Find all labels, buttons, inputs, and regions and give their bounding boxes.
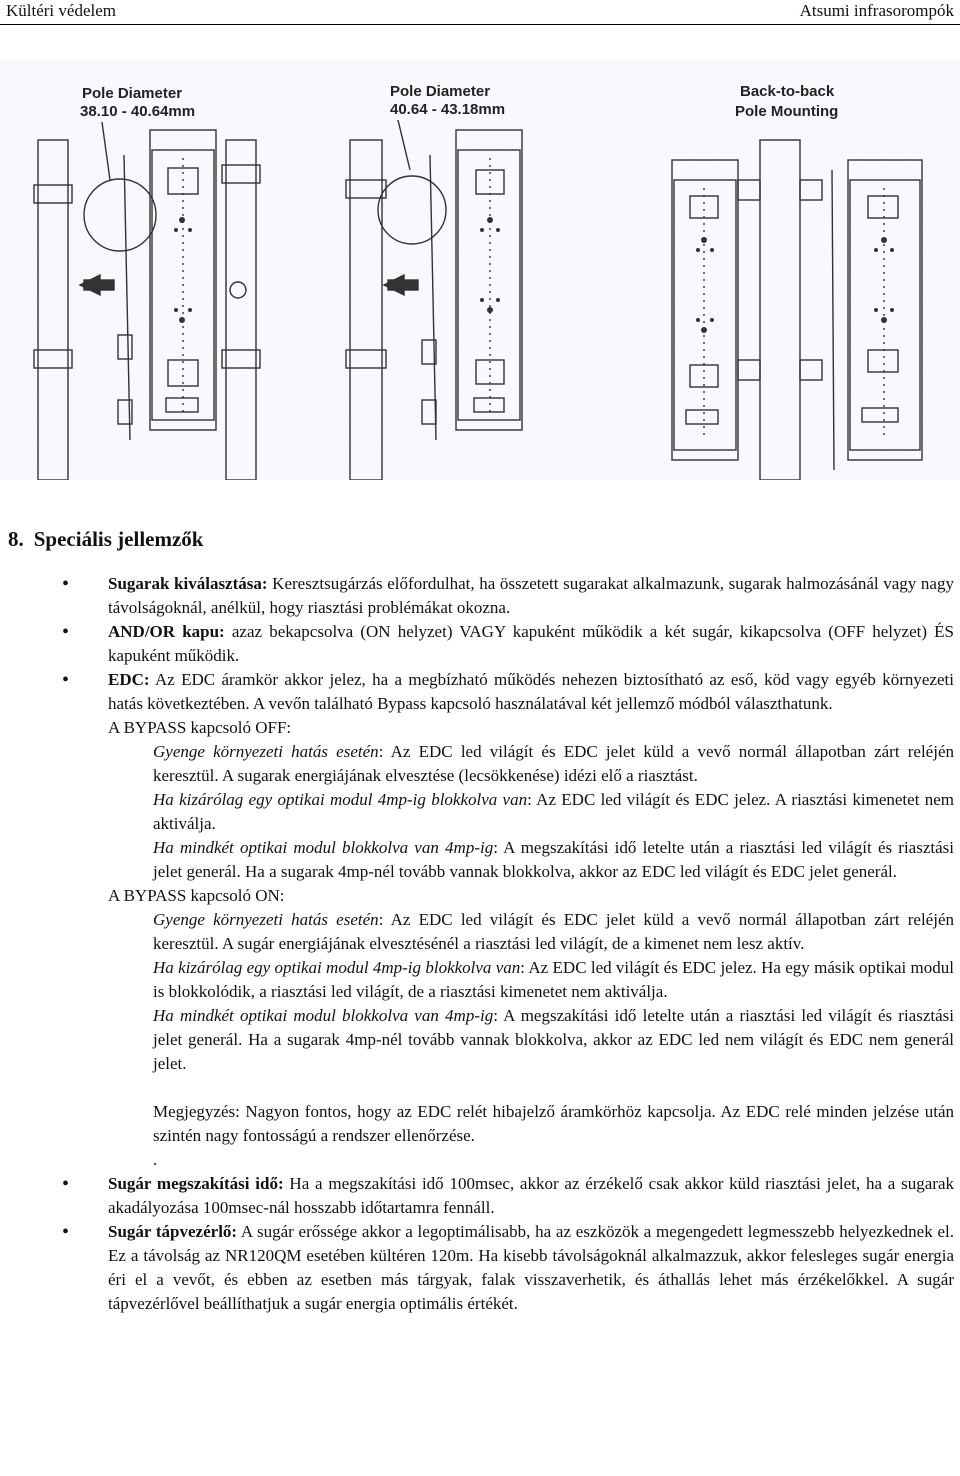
pole-mounting-figure: [0, 60, 960, 480]
on-weak-env-label: Gyenge környezeti hatás esetén: [153, 910, 379, 929]
off-weak-env: [0, 740, 960, 788]
bypass-on-heading: A BYPASS kapcsoló ON:: [108, 886, 285, 905]
text-tapvezerlo: A sugár erőssége akkor a legoptimálisabb, ha az eszközök a megengedett legmesszebb helyezkednek el. Ez a távolság az NR120QM esetében kültéren 120m. Ha kisebb távolságoknál alkalmazzuk, akkor felesleges sugár energia éri el a vevőt, és ebben az esetben más tárgyak, falak visszaverhetik, és áthallás lehet más érzékelőkkel. A sugár tápvezérlővel beállíthatjuk a sugár energia optimális értékét.: [108, 1222, 954, 1313]
term-tapvezerlo: Sugár tápvezérlő:: [108, 1222, 238, 1241]
page-header: [0, 0, 960, 25]
off-one-module-label: Ha kizárólag egy optikai modul 4mp-ig blokkolva van: [153, 790, 528, 809]
label-pole-mounting: Pole Mounting: [735, 103, 839, 120]
text-sugarak: Keresztsugárzás előfordulhat, ha összetett sugarakat alkalmazunk, sugarak halmozásánál vagy nagy távolságoknál, anélkül, hogy riasztási problémákat okozna.: [108, 574, 954, 617]
on-weak-env-text: : Az EDC led világít és EDC jelet küld a vevő normál állapotban zárt reléjén keresztül. A sugár energiájának elvesztésénél a riasztási led világít, de a kimenet nem lesz aktív.: [153, 910, 954, 953]
list-item-andor: [0, 620, 960, 668]
list-item-sugarak: [0, 572, 960, 620]
section-heading: [8, 527, 203, 552]
header-left-title: Kültéri védelem: [6, 1, 116, 20]
label-pole-diameter-2: Pole Diameter: [390, 83, 491, 100]
off-one-module-text: : Az EDC led világít és EDC jelez. A riasztási kimenetet nem aktiválja.: [153, 790, 954, 833]
section-title: Speciális jellemzők: [33, 527, 204, 551]
text-andor: azaz bekapcsolva (ON helyzet) VAGY kapuként működik a két sugár, kikapcsolva (OFF helyzet) ÉS kapuként működik.: [108, 622, 954, 665]
on-both-modules-label: Ha mindkét optikai modul blokkolva van 4mp-ig: [153, 1006, 494, 1025]
header-right-title: Atsumi infrasorompók: [799, 1, 954, 20]
off-both-modules: [0, 836, 960, 884]
document-body: [0, 572, 960, 1316]
on-one-module: [0, 956, 960, 1004]
list-item-megszakitasi-ido: [0, 1172, 960, 1220]
label-back-to-back: Back-to-back: [740, 83, 835, 100]
off-both-modules-label: Ha mindkét optikai modul blokkolva van 4mp-ig: [153, 838, 494, 857]
label-pole-diameter-2-range: 40.64 - 43.18mm: [390, 101, 506, 118]
off-both-modules-text: : A megszakítási idő letelte után a riasztási led világít és riasztási jelet generál. Ha a sugarak 4mp-nél tovább vannak blokkolva, akkor az EDC led világít és EDC jelet generál.: [153, 838, 954, 881]
label-pole-diameter-1-range: 38.10 - 40.64mm: [80, 103, 196, 120]
term-sugarak: Sugarak kiválasztása:: [108, 574, 268, 593]
text-megszakitasi-ido: Ha a megszakítási idő 100msec, akkor az érzékelő csak akkor küld riasztási jelet, ha a sugarak akadályozása 100msec-nál hosszabb időtartamra fennáll.: [108, 1174, 954, 1217]
on-one-module-text: : Az EDC led világít és EDC jelez. Ha egy másik optikai modul is blokkolódik, a riasztási led világít, de a riasztási kimenetet nem aktiválja.: [153, 958, 954, 1001]
list-item-edc: [0, 668, 960, 716]
on-both-modules-text: : A megszakítási idő letelte után a riasztási led világít és riasztási jelet generál. Ha a sugarak 4mp-nél tovább vannak blokkolva, akkor az EDC led nem világít és EDC nem generál jelet.: [153, 1006, 954, 1073]
on-weak-env: [0, 908, 960, 956]
stray-dot: .: [153, 1150, 158, 1169]
list-item-tapvezerlo: [0, 1220, 960, 1316]
term-megszakitasi-ido: Sugár megszakítási idő:: [108, 1174, 284, 1193]
on-both-modules: [0, 1004, 960, 1076]
off-weak-env-text: : Az EDC led világít és EDC jelet küld a vevő normál állapotban zárt reléjén keresztül. A sugarak energiájának elvesztése (lecsökkenése) idézi elő a riasztást.: [153, 742, 954, 785]
bypass-off-heading: A BYPASS kapcsoló OFF:: [108, 718, 292, 737]
on-one-module-label: Ha kizárólag egy optikai modul 4mp-ig blokkolva van: [153, 958, 521, 977]
text-edc: Az EDC áramkör akkor jelez, ha a megbízható működés nehezen biztosítható az eső, köd vagy egyéb környezeti hatás következtében. A vevőn található Bypass kapcsoló használatával két jellemző módból választhatunk.: [108, 670, 954, 713]
edc-note: Megjegyzés: Nagyon fontos, hogy az EDC relét hibajelző áramkörhöz kapcsolja. Az EDC relé minden jelzése után szintén nagy fontosságú a rendszer ellenőrzése.: [153, 1102, 954, 1145]
section-number: 8.: [8, 527, 24, 551]
off-weak-env-label: Gyenge környezeti hatás esetén: [153, 742, 379, 761]
term-andor: AND/OR kapu:: [108, 622, 225, 641]
off-one-module: [0, 788, 960, 836]
label-pole-diameter-1: Pole Diameter: [82, 85, 183, 102]
pole-mounting-drawing: [0, 60, 960, 480]
term-edc: EDC:: [108, 670, 150, 689]
